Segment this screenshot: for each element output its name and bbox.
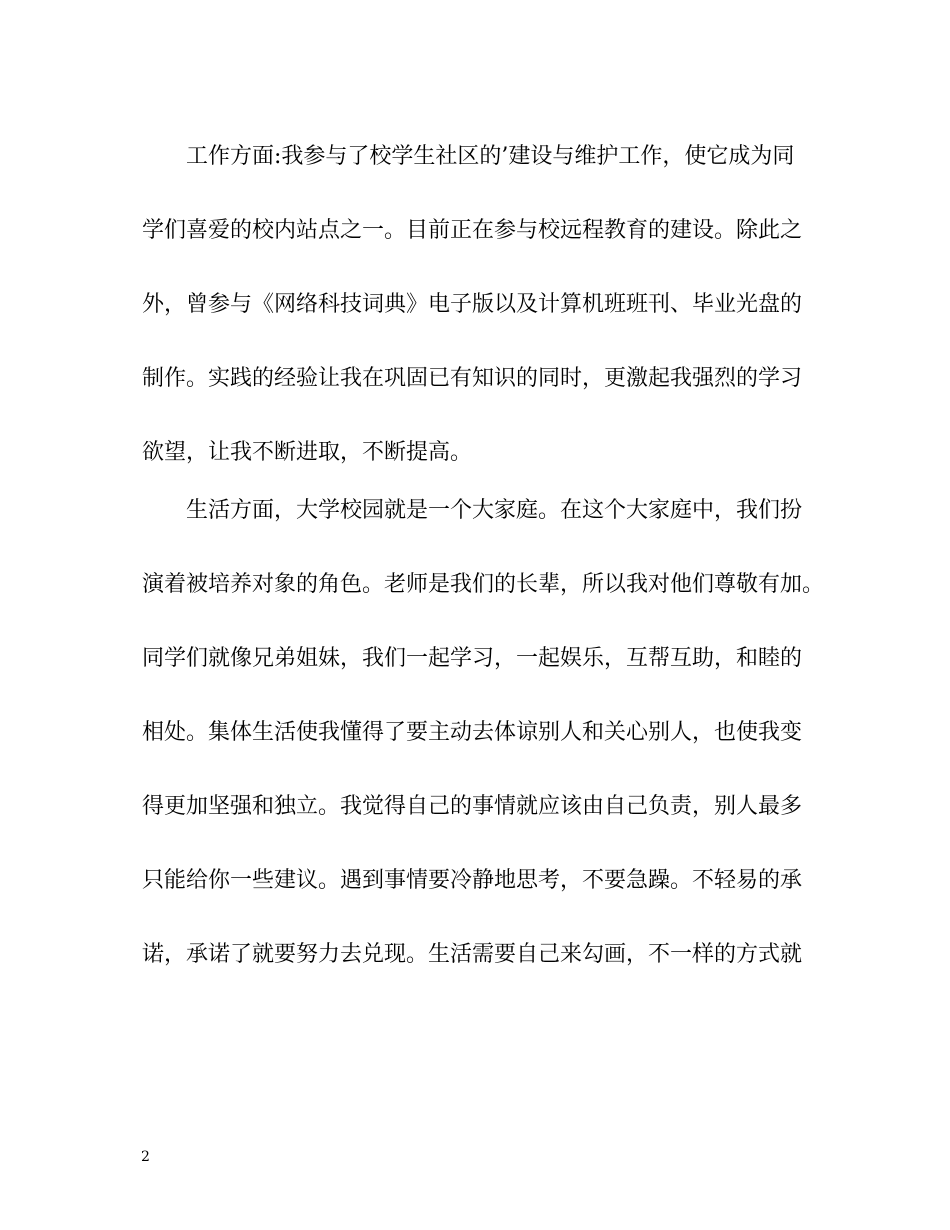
- text-line-3: 外，曾参与《网络科技词典》电子版以及计算机班班刊、毕业光盘的: [142, 292, 803, 317]
- text-line-7: 演着被培养对象的角色。老师是我们的长辈，所以我对他们尊敬有加。: [142, 572, 825, 597]
- text-line-4: 制作。实践的经验让我在巩固已有知识的同时，更激起我强烈的学习: [142, 366, 803, 391]
- page-number: 2: [141, 1149, 150, 1165]
- text-line-6: 生活方面，大学校园就是一个大家庭。在这个大家庭中，我们扮: [142, 498, 803, 523]
- text-line-2: 学们喜爱的校内站点之一。目前正在参与校远程教育的建设。除此之: [142, 218, 803, 243]
- text-line-11: 只能给你一些建议。遇到事情要冷静地思考，不要急躁。不轻易的承: [142, 868, 803, 893]
- text-line-5: 欲望，让我不断进取，不断提高。: [142, 440, 473, 465]
- text-line-12: 诺，承诺了就要努力去兑现。生活需要自己来勾画，不一样的方式就: [142, 942, 803, 967]
- text-line-10: 得更加坚强和独立。我觉得自己的事情就应该由自己负责，别人最多: [142, 794, 803, 819]
- text-line-1: 工作方面:我参与了校学生社区的’建设与维护工作，使它成为同: [142, 144, 795, 169]
- text-line-9: 相处。集体生活使我懂得了要主动去体谅别人和关心别人，也使我变: [142, 720, 803, 745]
- text-line-8: 同学们就像兄弟姐妹，我们一起学习，一起娱乐，互帮互助，和睦的: [142, 646, 803, 671]
